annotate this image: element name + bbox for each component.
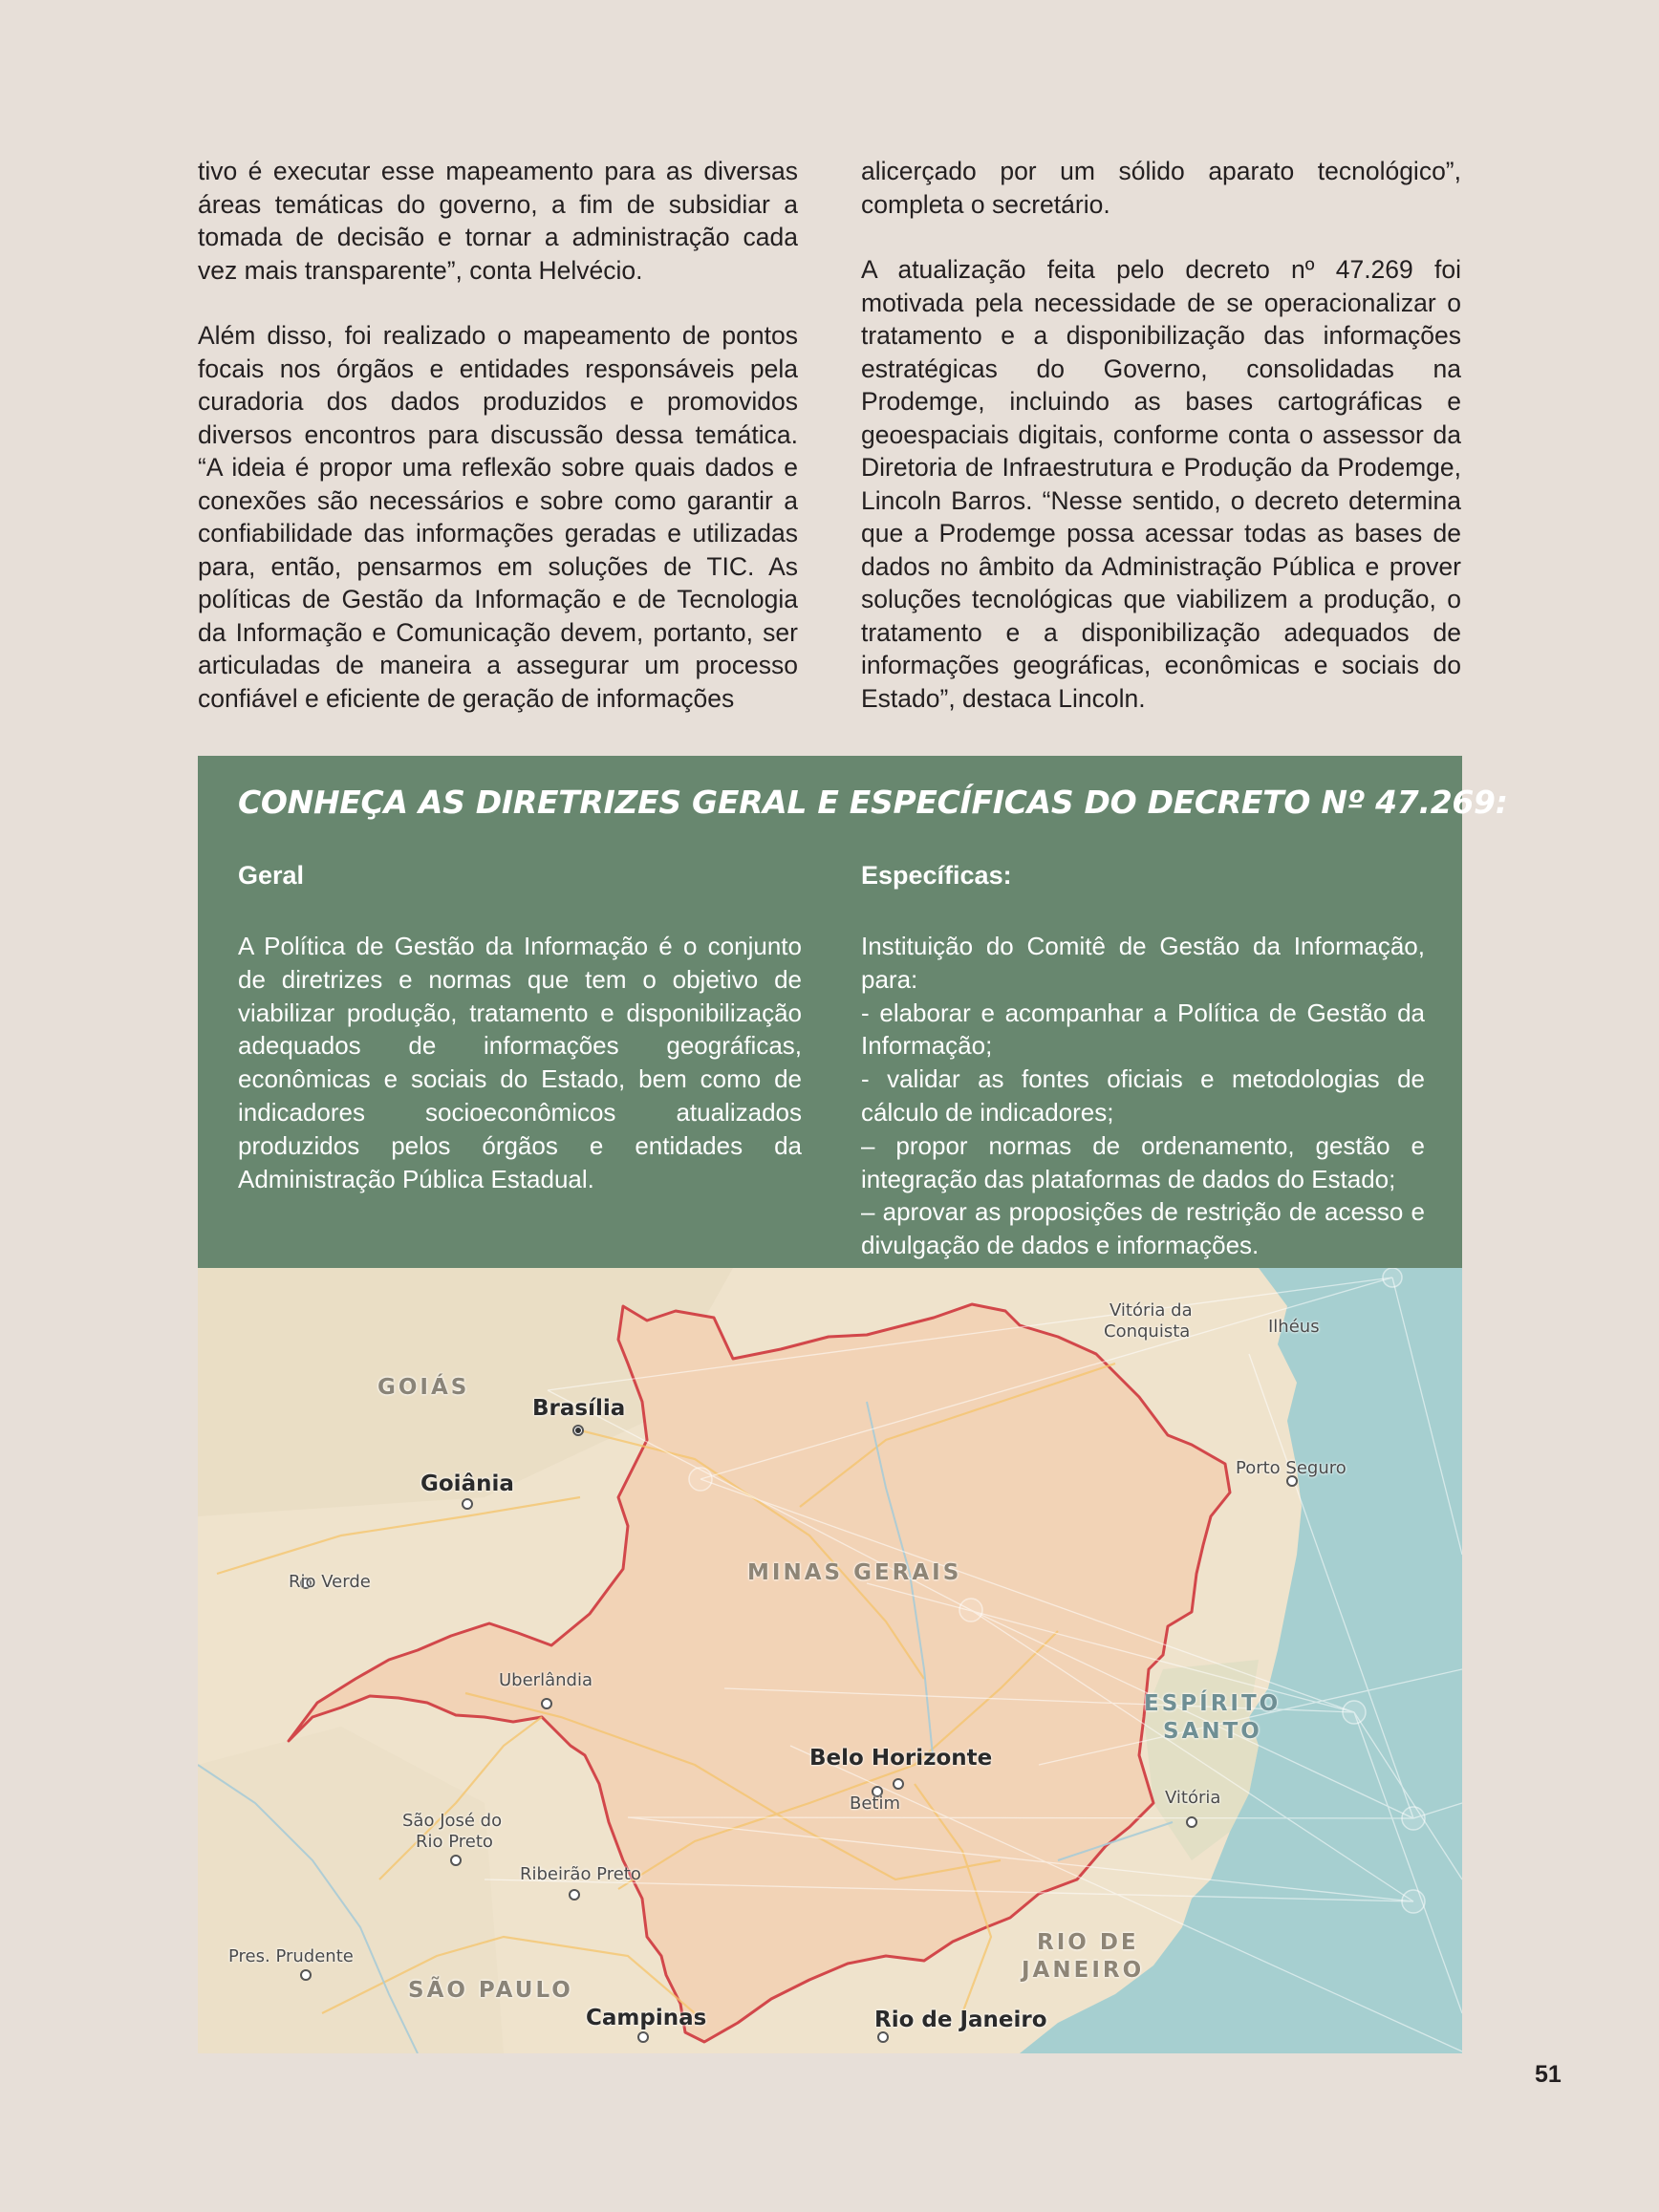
map-label-rio-verde: Rio Verde — [289, 1572, 371, 1592]
decree-guidelines-box — [198, 756, 1508, 1268]
map-label-rj-state-line1: RIO DE — [1037, 1930, 1139, 1955]
article-column-right — [861, 155, 1461, 747]
capital-marker — [575, 1428, 581, 1433]
box-title: CONHEÇA AS DIRETRIZES GERAL E ESPECÍFICAS DO DECRETO Nº 47.269: — [238, 784, 1508, 821]
map-label-es-state-line1: ESPÍRITO — [1144, 1691, 1282, 1716]
specific-item: - validar as fontes oficiais e metodologias de cálculo de indicadores; — [861, 1064, 1425, 1127]
map-label-brasilia: Brasília — [532, 1396, 626, 1421]
map-label-belo-horizonte: Belo Horizonte — [809, 1746, 993, 1771]
page-number: 51 — [1535, 2061, 1562, 2088]
map-label-rj-state-line2: JANEIRO — [1022, 1958, 1145, 1983]
map-label-vitoria: Vitória — [1165, 1788, 1221, 1808]
article-column-left — [198, 155, 798, 747]
map-label-goias: GOIÁS — [377, 1375, 470, 1400]
box-general-column — [238, 859, 802, 1195]
map-label-pres-prudente: Pres. Prudente — [228, 1946, 354, 1966]
map-label-sao-jose-line1: São José do — [402, 1811, 503, 1831]
map-label-sao-paulo: SÃO PAULO — [408, 1978, 573, 2003]
general-heading: Geral — [238, 861, 305, 890]
map-label-goiania: Goiânia — [420, 1471, 514, 1496]
specific-item: - elaborar e acompanhar a Política de Gestão da Informação; — [861, 998, 1425, 1061]
box-specific-column — [861, 859, 1425, 1262]
map-label-betim: Betim — [850, 1793, 901, 1814]
article-paragraph: tivo é executar esse mapeamento para as diversas áreas temáticas do governo, a fim de subsidiar a tomada de decisão e tornar a administração cada vez mais transparente”, conta Helvécio. — [198, 157, 798, 285]
map-label-rio-de-janeiro: Rio de Janeiro — [874, 2008, 1047, 2032]
specific-item: – propor normas de ordenamento, gestão e integração das plataformas de dados do Estado; — [861, 1130, 1425, 1193]
map-label-porto-seguro: Porto Seguro — [1236, 1458, 1347, 1478]
map-label-sao-jose-line2: Rio Preto — [416, 1832, 493, 1852]
specific-list — [861, 930, 1425, 1262]
general-text: A Política de Gestão da Informação é o conjunto de diretrizes e normas que tem o objetivo de viabilizar produção, tratamento e disponibilização adequados de informações geográficas, econômicas e sociais do Estado, bem como de indicadores socioeconômicos atualizados produzidos pelos órgãos e entidades da Administração Pública Estadual. — [238, 932, 802, 1193]
article-paragraph: A atualização feita pelo decreto nº 47.269 foi motivada pela necessidade de se operacionalizar o tratamento e a disponibilização das informações estratégicas do Governo, consolidadas na Prodemge, incluindo as bases cartográficas e geoespaciais digitais, conforme conta o assessor da Diretoria de Infraestrutura e Produção da Prodemge, Lincoln Barros. “Nesse sentido, o decreto determina que a Prodemge possa acessar todas as bases de dados no âmbito da Administração Pública e prover soluções tecnológicas que viabilizem a produção, o tratamento e a disponibilização adequados de informações geográficas, econômicas e sociais do Estado”, destaca Lincoln. — [861, 255, 1461, 713]
minas-gerais-map — [198, 1268, 1462, 2053]
specific-item: Instituição do Comitê de Gestão da Informação, para: — [861, 932, 1425, 994]
specific-heading: Específicas: — [861, 861, 1012, 890]
map-label-vitoria-conquista-line1: Vitória da — [1110, 1300, 1193, 1321]
map-label-uberlandia: Uberlândia — [499, 1670, 592, 1690]
map-label-es-state-line2: SANTO — [1163, 1719, 1262, 1744]
map-label-ribeirao-preto: Ribeirão Preto — [520, 1864, 641, 1884]
map-label-minas-gerais: MINAS GERAIS — [747, 1560, 962, 1585]
map-label-vitoria-conquista-line2: Conquista — [1104, 1321, 1191, 1342]
article-paragraph: alicerçado por um sólido aparato tecnológico”, completa o secretário. — [861, 157, 1461, 219]
map-label-campinas: Campinas — [586, 2006, 707, 2030]
article-paragraph: Além disso, foi realizado o mapeamento de pontos focais nos órgãos e entidades responsáveis pela curadoria dos dados produzidos e promovidos diversos encontros para discussão dessa temática. “A ideia é propor uma reflexão sobre quais dados e conexões são necessários e sobre como garantir a confiabilidade das informações geradas e utilizadas para, então, pensarmos em soluções de TIC. As políticas de Gestão da Informação e de Tecnologia da Informação e Comunicação devem, portanto, ser articuladas de maneira a assegurar um processo confiável e eficiente de geração de informações — [198, 321, 798, 713]
specific-item: – aprovar as proposições de restrição de acesso e divulgação de dados e informações. — [861, 1197, 1425, 1260]
map-label-ilheus: Ilhéus — [1268, 1317, 1320, 1337]
